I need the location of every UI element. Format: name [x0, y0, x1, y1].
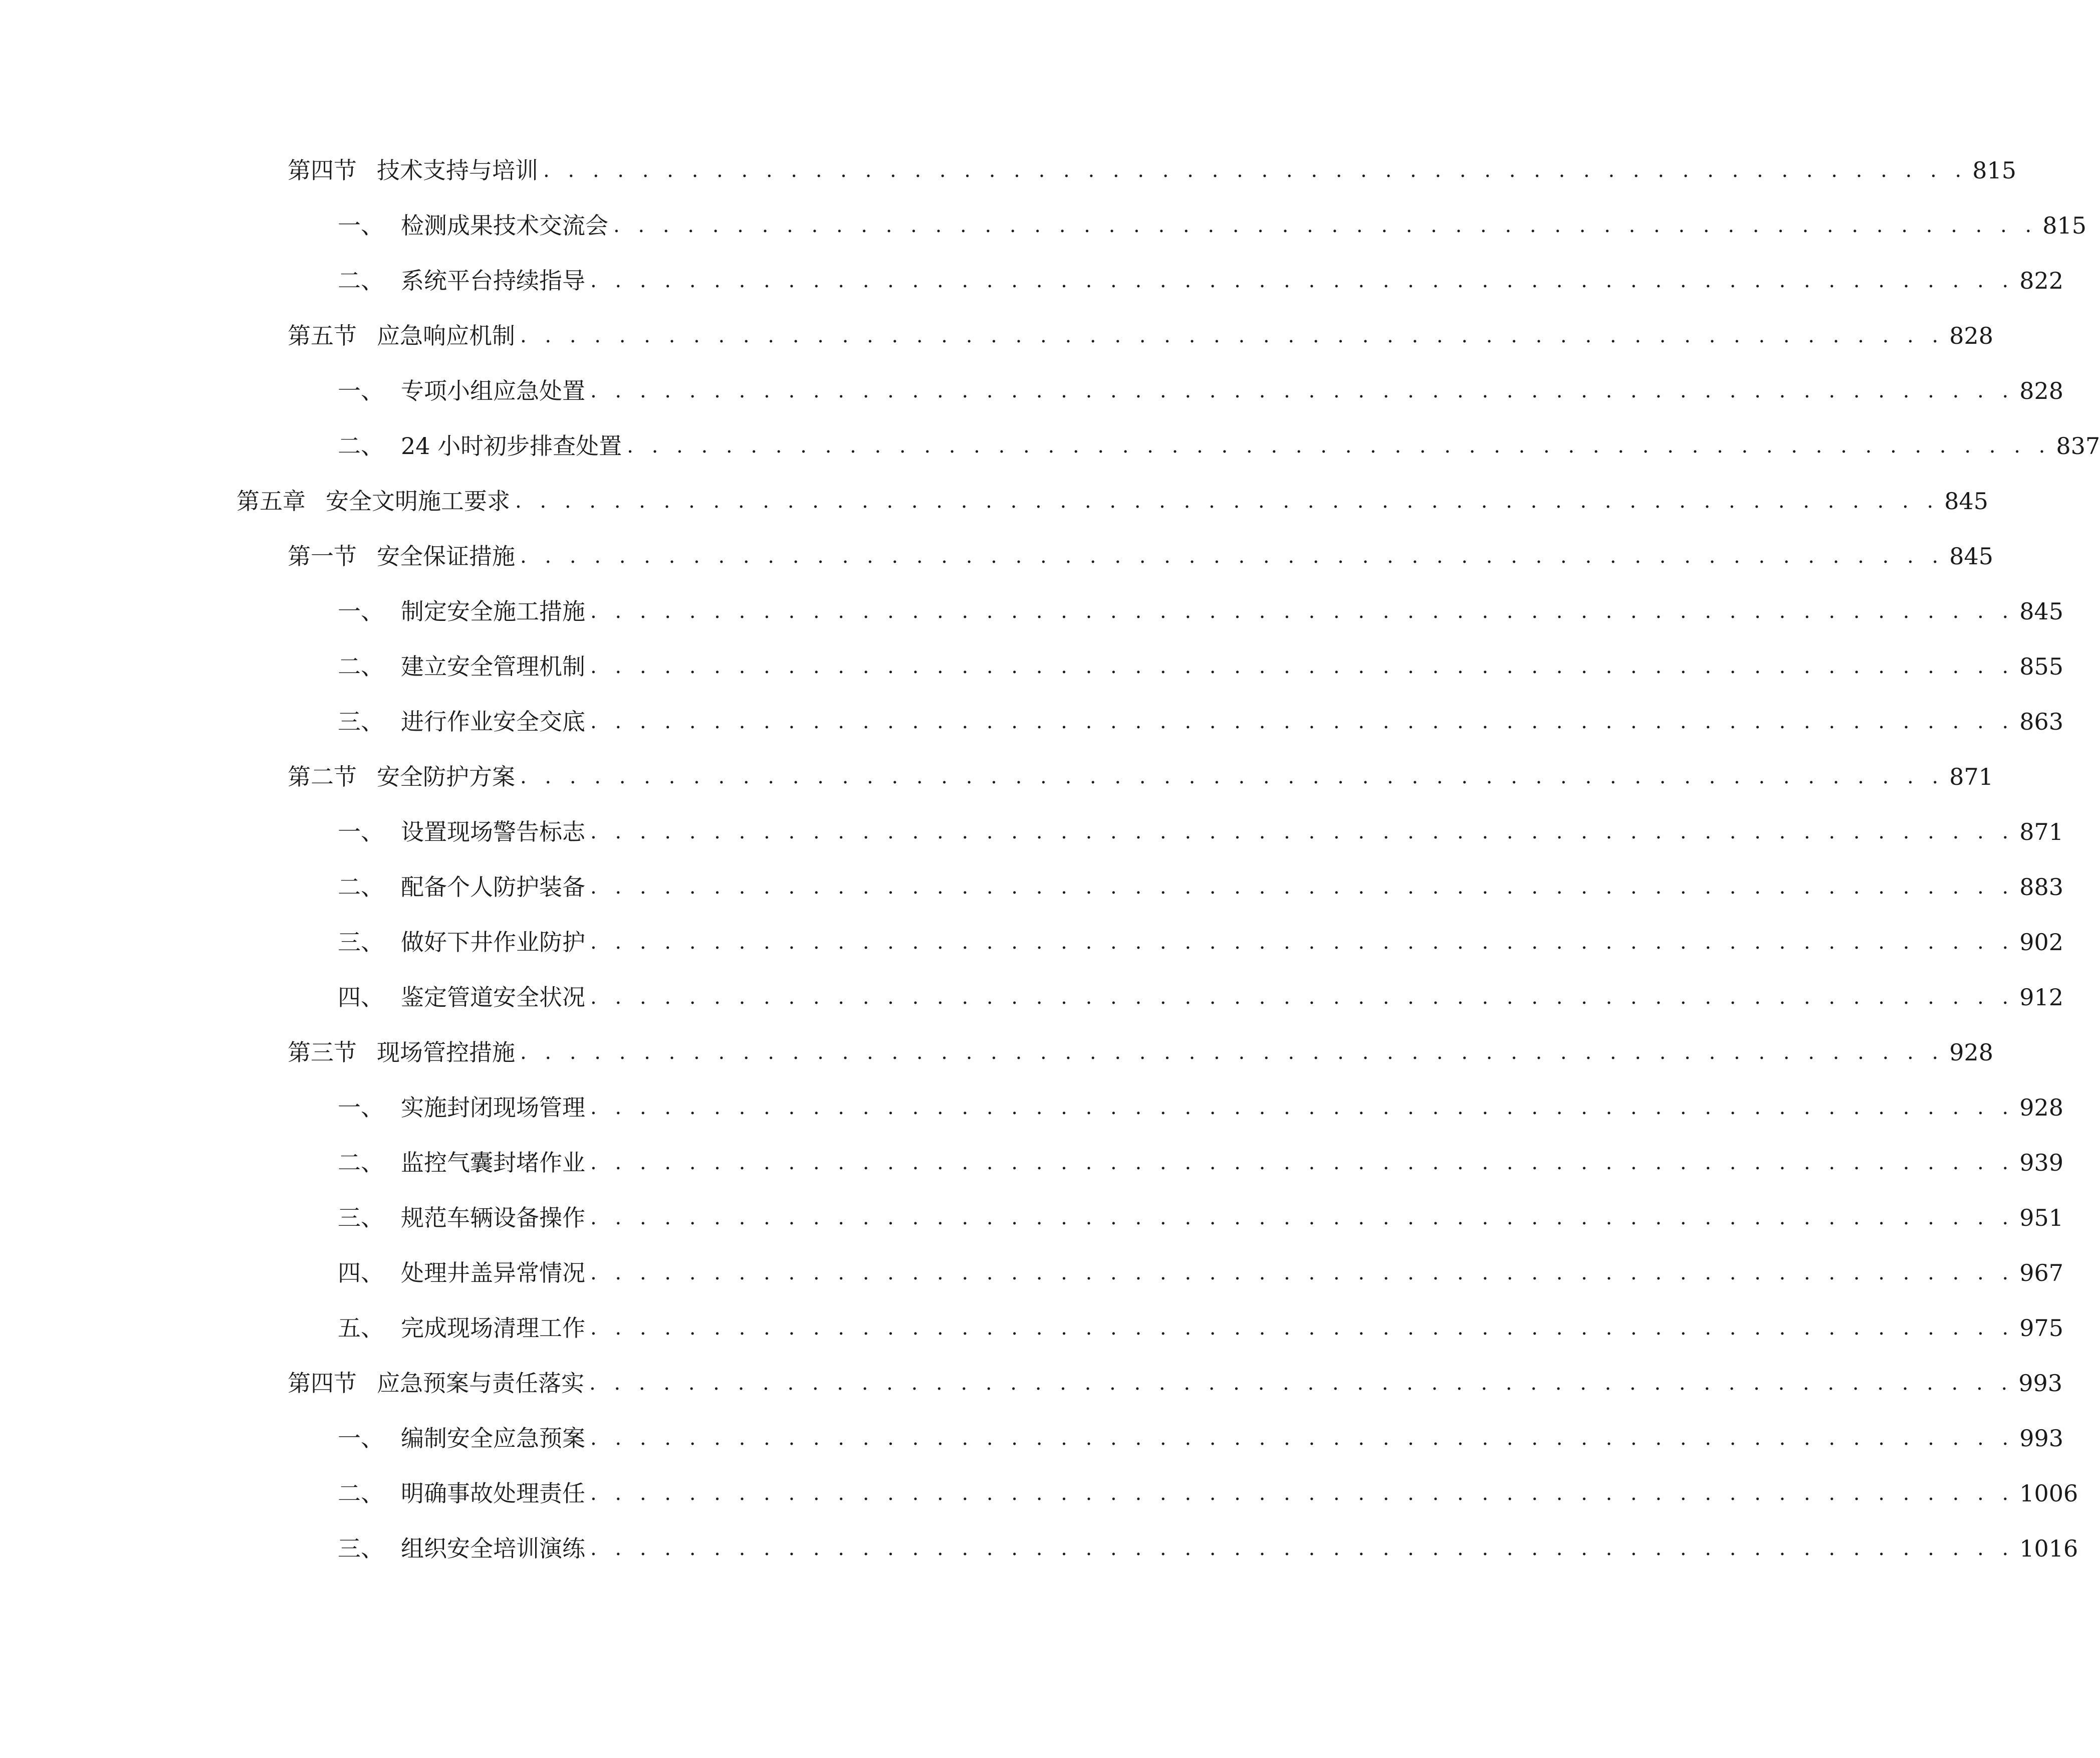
- toc-entry-number: 二、: [338, 873, 384, 901]
- toc-entry-page-number: 993: [2018, 1370, 2063, 1397]
- toc-entry-number: 三、: [338, 929, 384, 956]
- toc-entry-label: [338, 976, 585, 1018]
- dot-leader: . . . . . . . . . . . . . . . . . . . . . . . . . . . . . . . . . . . . . . . . . . . . . . . . . . . . . . . . . .: [590, 1537, 2015, 1560]
- toc-entry-title: 制定安全施工措施: [401, 598, 585, 625]
- dot-leader: . . . . . . . . . . . . . . . . . . . . . . . . . . . . . . . . . . . . . . . . . . . . . . . . . . . . . . . . . .: [613, 214, 2038, 237]
- toc-entry-page-number: 871: [1949, 763, 1994, 790]
- toc-entry-title: 编制安全应急预案: [401, 1425, 585, 1452]
- toc-entry-page-number: 871: [2019, 818, 2064, 845]
- toc-entry-title: 24 小时初步排查处置: [401, 432, 622, 460]
- toc-entry-label: [338, 260, 585, 302]
- toc-entry-page-number: 815: [2042, 212, 2087, 239]
- toc-entry-label: [338, 811, 585, 853]
- dot-leader: . . . . . . . . . . . . . . . . . . . . . . . . . . . . . . . . . . . . . . . . . . . . . . . . . . . . . . . . . .: [590, 1316, 2015, 1340]
- toc-entry-title: 专项小组应急处置: [401, 377, 585, 404]
- toc-entry-label: [338, 1086, 585, 1129]
- toc-entry[interactable]: [338, 1086, 2064, 1129]
- toc-entry-number: 四、: [338, 1259, 384, 1286]
- toc-entry-title: 应急预案与责任落实: [377, 1370, 584, 1397]
- toc-entry-title: 现场管控措施: [377, 1039, 515, 1066]
- toc-entry[interactable]: [338, 1197, 2064, 1239]
- toc-entry-number: 第四节: [288, 1370, 357, 1397]
- toc-entry-number: 三、: [338, 708, 384, 735]
- toc-entry-page-number: 928: [1949, 1039, 1994, 1066]
- dot-leader: . . . . . . . . . . . . . . . . . . . . . . . . . . . . . . . . . . . . . . . . . . . . . . . . . . . . . . . . . .: [520, 545, 1945, 568]
- dot-leader: . . . . . . . . . . . . . . . . . . . . . . . . . . . . . . . . . . . . . . . . . . . . . . . . . . . . . . . . . .: [590, 1151, 2015, 1174]
- toc-entry-title: 实施封闭现场管理: [401, 1094, 585, 1121]
- toc-entry-number: 二、: [338, 432, 384, 460]
- toc-entry-title: 安全保证措施: [377, 543, 515, 570]
- toc-entry[interactable]: [338, 1307, 2064, 1349]
- toc-entry-page-number: 967: [2019, 1259, 2064, 1286]
- toc-entry-title: 组织安全培训演练: [401, 1535, 585, 1562]
- toc-entry-page-number: 928: [2019, 1094, 2064, 1121]
- toc-entry-title: 监控气囊封堵作业: [401, 1149, 585, 1176]
- toc-entry-page-number: 855: [2019, 653, 2064, 680]
- toc-entry-page-number: 951: [2019, 1204, 2064, 1231]
- toc-entry-page-number: 828: [2019, 377, 2064, 404]
- dot-leader: . . . . . . . . . . . . . . . . . . . . . . . . . . . . . . . . . . . . . . . . . . . . . . . . . . . . . . . . . .: [590, 1482, 2015, 1505]
- toc-entry-number: 一、: [338, 1094, 384, 1121]
- toc-entry-label: [338, 866, 585, 908]
- toc-entry-label: [338, 1307, 585, 1349]
- toc-entry-title: 做好下井作业防护: [401, 929, 585, 956]
- toc-entry-title: 规范车辆设备操作: [401, 1204, 585, 1231]
- toc-entry-label: [338, 1527, 585, 1570]
- toc-entry-number: 四、: [338, 984, 384, 1011]
- toc-entry-number: 第四节: [288, 157, 357, 184]
- toc-entry-page-number: 1006: [2019, 1480, 2078, 1507]
- toc-entry-number: 一、: [338, 598, 384, 625]
- toc-entry[interactable]: [338, 645, 2064, 688]
- toc-entry-label: [338, 425, 622, 467]
- toc-entry-label: [338, 1417, 585, 1459]
- toc-entry-title: 进行作业安全交底: [401, 708, 585, 735]
- toc-entry-page-number: 863: [2019, 708, 2064, 735]
- toc-entry-number: 第五节: [288, 322, 357, 349]
- dot-leader: . . . . . . . . . . . . . . . . . . . . . . . . . . . . . . . . . . . . . . . . . . . . . . . . . . . . . . . . . .: [590, 1427, 2015, 1450]
- toc-entry-label: [338, 590, 585, 632]
- toc-entry-page-number: 845: [2019, 598, 2064, 625]
- toc-entry-page-number: 845: [1944, 488, 1989, 515]
- toc-entry-number: 第五章: [237, 488, 306, 515]
- toc-entry-label: [338, 1472, 585, 1514]
- dot-leader: . . . . . . . . . . . . . . . . . . . . . . . . . . . . . . . . . . . . . . . . . . . . . . . . . . . . . . . . . .: [627, 434, 2051, 458]
- dot-leader: . . . . . . . . . . . . . . . . . . . . . . . . . . . . . . . . . . . . . . . . . . . . . . . . . . . . . . . . . .: [520, 324, 1945, 347]
- toc-entry-page-number: 837: [2056, 432, 2100, 460]
- dot-leader: . . . . . . . . . . . . . . . . . . . . . . . . . . . . . . . . . . . . . . . . . . . . . . . . . . . . . . . . . .: [590, 931, 2015, 954]
- toc-entry-label: [338, 1252, 585, 1294]
- toc-entry[interactable]: [288, 149, 2017, 191]
- toc-entry[interactable]: [338, 425, 2100, 467]
- toc-entry-page-number: 822: [2019, 267, 2064, 294]
- toc-entry-label: [288, 756, 515, 798]
- toc-entry-page-number: 883: [2019, 873, 2064, 901]
- toc-entry[interactable]: [338, 260, 2064, 302]
- toc-entry-number: 二、: [338, 267, 384, 294]
- toc-entry-page-number: 815: [1972, 157, 2017, 184]
- toc-entry[interactable]: [338, 921, 2064, 963]
- toc-entry[interactable]: [288, 315, 1994, 357]
- dot-leader: . . . . . . . . . . . . . . . . . . . . . . . . . . . . . . . . . . . . . . . . . . . . . . . . . . . . . . . . . .: [590, 1096, 2015, 1119]
- toc-entry-label: [338, 204, 608, 247]
- toc-entry-number: 三、: [338, 1535, 384, 1562]
- toc-entry-label: [288, 315, 515, 357]
- dot-leader: . . . . . . . . . . . . . . . . . . . . . . . . . . . . . . . . . . . . . . . . . . . . . . . . . . . . . . . . . .: [515, 490, 1940, 513]
- toc-entry-label: [338, 701, 585, 743]
- toc-entry[interactable]: [338, 1417, 2064, 1459]
- toc-entry-title: 应急响应机制: [377, 322, 515, 349]
- toc-entry-number: 第三节: [288, 1039, 357, 1066]
- toc-entry-title: 建立安全管理机制: [401, 653, 585, 680]
- dot-leader: . . . . . . . . . . . . . . . . . . . . . . . . . . . . . . . . . . . . . . . . . . . . . . . . . . . . . . . . . .: [590, 710, 2015, 733]
- toc-entry[interactable]: [288, 756, 1994, 798]
- toc-entry-page-number: 845: [1949, 543, 1994, 570]
- toc-entry-page-number: 1016: [2019, 1535, 2078, 1562]
- toc-entry-label: [338, 1142, 585, 1184]
- toc-entry-label: [288, 1362, 584, 1404]
- toc-entry[interactable]: [338, 811, 2064, 853]
- toc-entry[interactable]: [338, 976, 2064, 1018]
- toc-entry[interactable]: [338, 204, 2087, 247]
- toc-entry-number: 第二节: [288, 763, 357, 790]
- dot-leader: . . . . . . . . . . . . . . . . . . . . . . . . . . . . . . . . . . . . . . . . . . . . . . . . . . . . . . . . . .: [590, 655, 2015, 678]
- toc-entry[interactable]: [338, 701, 2064, 743]
- toc-entry[interactable]: [338, 590, 2064, 632]
- toc-entry[interactable]: [338, 1472, 2078, 1514]
- toc-entry-label: [288, 149, 538, 191]
- toc-entry[interactable]: [338, 1252, 2064, 1294]
- dot-leader: . . . . . . . . . . . . . . . . . . . . . . . . . . . . . . . . . . . . . . . . . . . . . . . . . . . . . . . . . .: [590, 379, 2015, 402]
- toc-entry-number: 一、: [338, 377, 384, 404]
- toc-entry[interactable]: [288, 535, 1994, 577]
- toc-entry-title: 处理井盖异常情况: [401, 1259, 585, 1286]
- toc-entry-number: 三、: [338, 1204, 384, 1231]
- dot-leader: . . . . . . . . . . . . . . . . . . . . . . . . . . . . . . . . . . . . . . . . . . . . . . . . . . . . . . . . . .: [590, 986, 2015, 1009]
- toc-entry[interactable]: [338, 370, 2064, 412]
- toc-entry-page-number: 902: [2019, 929, 2064, 956]
- toc-entry-number: 二、: [338, 1480, 384, 1507]
- dot-leader: . . . . . . . . . . . . . . . . . . . . . . . . . . . . . . . . . . . . . . . . . . . . . . . . . . . . . . . . . .: [520, 1041, 1945, 1064]
- toc-entry-number: 二、: [338, 653, 384, 680]
- toc-entry-label: [288, 1031, 515, 1073]
- dot-leader: . . . . . . . . . . . . . . . . . . . . . . . . . . . . . . . . . . . . . . . . . . . . . . . . . . . . . . . . . .: [590, 820, 2015, 843]
- toc-entry-label: [288, 535, 515, 577]
- toc-entry-title: 设置现场警告标志: [401, 818, 585, 845]
- toc-entry-title: 鉴定管道安全状况: [401, 984, 585, 1011]
- toc-entry-number: 一、: [338, 818, 384, 845]
- toc-entry-title: 系统平台持续指导: [401, 267, 585, 294]
- dot-leader: . . . . . . . . . . . . . . . . . . . . . . . . . . . . . . . . . . . . . . . . . . . . . . . . . . . . . . . . . .: [520, 765, 1945, 788]
- toc-entry-label: [338, 370, 585, 412]
- toc-entry[interactable]: [338, 866, 2064, 908]
- dot-leader: . . . . . . . . . . . . . . . . . . . . . . . . . . . . . . . . . . . . . . . . . . . . . . . . . . . . . . . . . .: [590, 1206, 2015, 1229]
- toc-entry-title: 技术支持与培训: [377, 157, 538, 184]
- toc-entry-title: 配备个人防护装备: [401, 873, 585, 901]
- toc-entry-number: 一、: [338, 1425, 384, 1452]
- toc-entry-title: 完成现场清理工作: [401, 1314, 585, 1342]
- toc-entry-title: 安全文明施工要求: [326, 488, 510, 515]
- dot-leader: . . . . . . . . . . . . . . . . . . . . . . . . . . . . . . . . . . . . . . . . . . . . . . . . . . . . . . . . . .: [589, 1372, 2014, 1395]
- dot-leader: . . . . . . . . . . . . . . . . . . . . . . . . . . . . . . . . . . . . . . . . . . . . . . . . . . . . . . . . . .: [543, 159, 1968, 182]
- toc-entry-page-number: 828: [1949, 322, 1994, 349]
- toc-entry-label: [338, 921, 585, 963]
- toc-entry[interactable]: [338, 1527, 2078, 1570]
- toc-entry-title: 明确事故处理责任: [401, 1480, 585, 1507]
- toc-entry-number: 第一节: [288, 543, 357, 570]
- toc-entry-number: 五、: [338, 1314, 384, 1342]
- toc-entry-number: 一、: [338, 212, 384, 239]
- toc-entry-page-number: 993: [2019, 1425, 2064, 1452]
- toc-entry-label: [338, 1197, 585, 1239]
- toc-entry-title: 检测成果技术交流会: [401, 212, 608, 239]
- toc-entry-label: [338, 645, 585, 688]
- toc-entry-title: 安全防护方案: [377, 763, 515, 790]
- toc-entry-number: 二、: [338, 1149, 384, 1176]
- dot-leader: . . . . . . . . . . . . . . . . . . . . . . . . . . . . . . . . . . . . . . . . . . . . . . . . . . . . . . . . . .: [590, 875, 2015, 899]
- toc-entry[interactable]: [237, 480, 1989, 522]
- dot-leader: . . . . . . . . . . . . . . . . . . . . . . . . . . . . . . . . . . . . . . . . . . . . . . . . . . . . . . . . . .: [590, 600, 2015, 623]
- dot-leader: . . . . . . . . . . . . . . . . . . . . . . . . . . . . . . . . . . . . . . . . . . . . . . . . . . . . . . . . . .: [590, 1261, 2015, 1284]
- toc-entry-page-number: 912: [2019, 984, 2064, 1011]
- toc-entry[interactable]: [288, 1031, 1994, 1073]
- toc-entry[interactable]: [338, 1142, 2064, 1184]
- dot-leader: . . . . . . . . . . . . . . . . . . . . . . . . . . . . . . . . . . . . . . . . . . . . . . . . . . . . . . . . . .: [590, 269, 2015, 292]
- toc-entry-page-number: 939: [2019, 1149, 2064, 1176]
- toc-entry-page-number: 975: [2019, 1314, 2064, 1342]
- toc-entry[interactable]: [288, 1362, 2063, 1404]
- toc-entry-label: [237, 480, 510, 522]
